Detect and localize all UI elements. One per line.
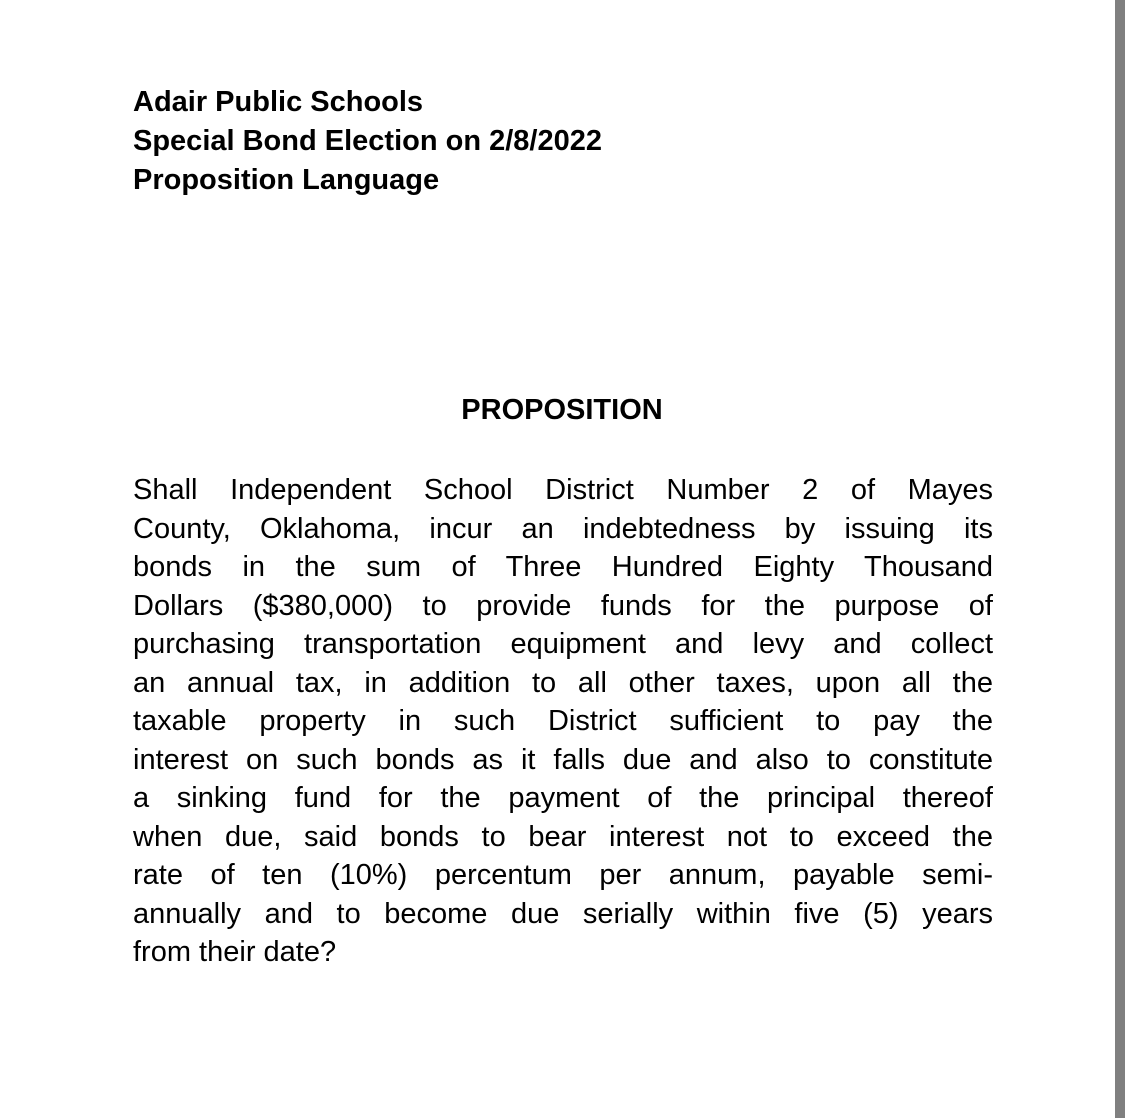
document-subtitle: Proposition Language	[133, 164, 440, 196]
proposition-line: interest on such bonds as it falls due and also to constitute	[133, 743, 993, 776]
proposition-line: when due, said bonds to bear interest not to exceed the	[133, 820, 993, 853]
proposition-line: bonds in the sum of Three Hundred Eighty Thousand	[133, 551, 993, 583]
page-edge-scrollbar	[1115, 0, 1125, 1118]
proposition-line: Dollars ($380,000) to provide funds for the purpose of	[133, 589, 993, 622]
proposition-text	[133, 471, 993, 972]
election-title: Special Bond Election on 2/8/2022	[133, 125, 602, 157]
proposition-line: County, Oklahoma, incur an indebtedness by issuing its	[133, 512, 993, 545]
proposition-line: an annual tax, in addition to all other taxes, upon all the	[133, 666, 993, 699]
proposition-heading: PROPOSITION	[461, 394, 663, 426]
proposition-line: a sinking fund for the payment of the principal thereof	[133, 782, 993, 814]
proposition-line: rate of ten (10%) percentum per annum, payable semi-	[133, 859, 993, 891]
school-name: Adair Public Schools	[133, 86, 424, 118]
proposition-line: purchasing transportation equipment and levy and collect	[133, 628, 993, 660]
proposition-line: from their date?	[133, 936, 337, 968]
proposition-line: Shall Independent School District Number 2 of Mayes	[133, 474, 993, 506]
proposition-line: annually and to become due serially within five (5) years	[133, 897, 993, 930]
proposition-line: taxable property in such District sufficient to pay the	[133, 705, 993, 737]
document-header	[133, 83, 602, 200]
